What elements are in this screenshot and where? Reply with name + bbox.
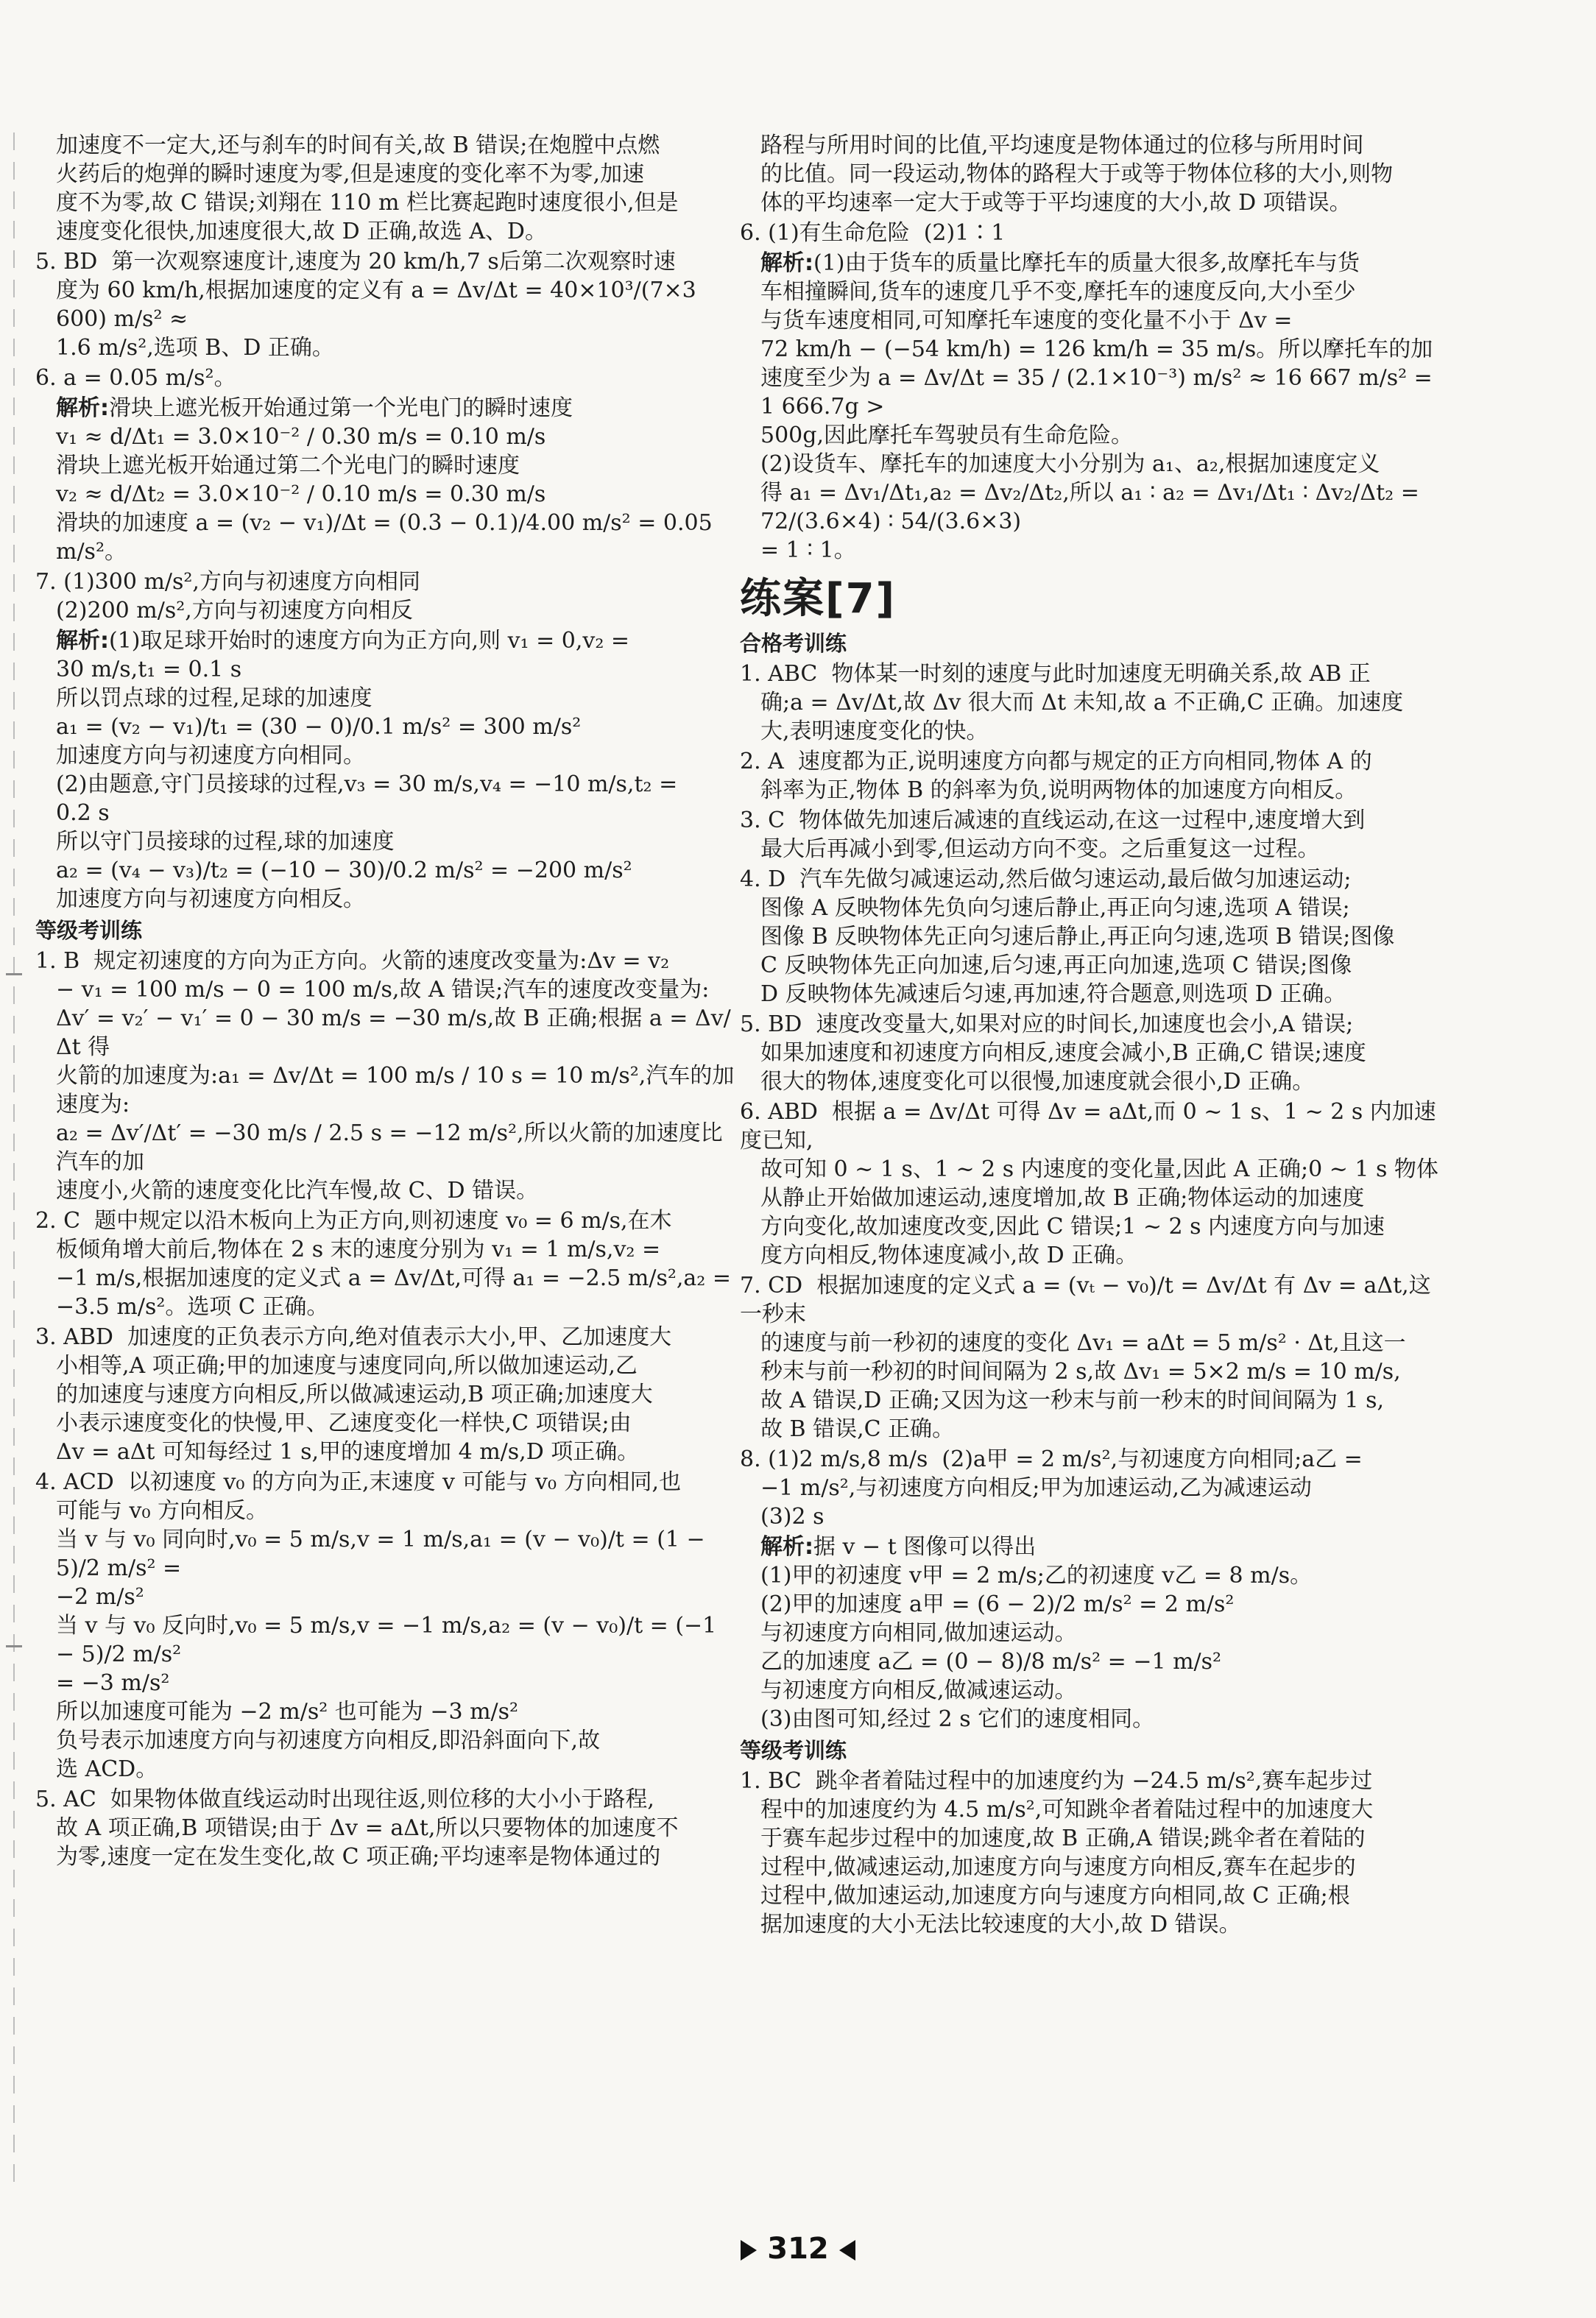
answer-block	[35, 1785, 738, 1871]
answer-block	[35, 131, 738, 246]
answer-block	[740, 1445, 1443, 1531]
text-line: 火箭的加速度为:a₁ = Δv/Δt = 100 m/s / 10 s = 10 m/s²,汽车的加速度为:	[56, 1063, 735, 1117]
text-line: 乙的加速度 a乙 = (0 − 8)/8 m/s² = −1 m/s²	[760, 1649, 1222, 1675]
text-line: 1. BC 跳伞者着陆过程中的加速度约为 −24.5 m/s²,赛车起步过	[740, 1768, 1373, 1794]
text-line: 解析:(1)由于货车的质量比摩托车的质量大很多,故摩托车与货	[760, 250, 1360, 276]
text-line: 加速度方向与初速度方向相同。	[56, 743, 365, 768]
text-line: 与初速度方向相同,做加速运动。	[760, 1620, 1077, 1646]
text-line: 解析:据 v − t 图像可以得出	[760, 1534, 1037, 1560]
text-line: 4. ACD 以初速度 v₀ 的方向为正,末速度 v 可能与 v₀ 方向相同,也	[35, 1469, 682, 1495]
text-line: 0.2 s	[56, 800, 110, 826]
text-line: − v₁ = 100 m/s − 0 = 100 m/s,故 A 错误;汽车的速度改变量为:	[56, 977, 710, 1003]
text-line: D 反映物体先减速后匀速,再加速,符合题意,则选项 D 正确。	[760, 981, 1346, 1007]
text-line: 最大后再减小到零,但运动方向不变。之后重复这一过程。	[760, 836, 1320, 862]
text-line: 当 v 与 v₀ 反向时,v₀ = 5 m/s,v = −1 m/s,a₂ = (v − v₀)/t = (−1 − 5)/2 m/s²	[56, 1613, 724, 1667]
text-line: 过程中,做加速运动,加速度方向与速度方向相同,故 C 正确;根	[760, 1883, 1350, 1909]
text-line: 车相撞瞬间,货车的速度几乎不变,摩托车的速度反向,大小至少	[760, 279, 1356, 305]
text-line: 滑块的加速度 a = (v₂ − v₁)/Δt = (0.3 − 0.1)/4.00 m/s² = 0.05 m/s²。	[56, 510, 720, 565]
text-line: 可能与 v₀ 方向相反。	[56, 1498, 269, 1524]
answer-block	[35, 247, 738, 362]
margin-tick	[6, 1645, 22, 1647]
text-line: 程中的加速度约为 4.5 m/s²,可知跳伞者着陆过程中的加速度大	[760, 1797, 1374, 1823]
text-line: 故 A 项正确,B 项错误;由于 Δv = aΔt,所以只要物体的加速度不	[56, 1815, 679, 1841]
text-line: 解析:滑块上遮光板开始通过第一个光电门的瞬时速度	[56, 395, 573, 421]
answer-block	[35, 947, 738, 1205]
text-line: 1. B 规定初速度的方向为正方向。火箭的速度改变量为:Δv = v₂	[35, 948, 670, 974]
text-line: a₁ = (v₂ − v₁)/t₁ = (30 − 0)/0.1 m/s² = 300 m/s²	[56, 714, 582, 740]
text-line: (2)设货车、摩托车的加速度大小分别为 a₁、a₂,根据加速度定义	[760, 451, 1380, 477]
text-line: (3)2 s	[760, 1504, 825, 1530]
margin-tick	[6, 973, 22, 975]
text-line: 小相等,A 项正确;甲的加速度与速度同向,所以做加速运动,乙	[56, 1353, 638, 1379]
answer-block	[35, 1323, 738, 1466]
text-line: 体的平均速率一定大于或等于平均速度的大小,故 D 项错误。	[760, 190, 1352, 216]
text-line: 过程中,做减速运动,加速度方向与速度方向相反,赛车在起步的	[760, 1854, 1356, 1880]
text-line: (2)甲的加速度 a甲 = (6 − 2)/2 m/s² = 2 m/s²	[760, 1591, 1235, 1617]
text-line: 秒末与前一秒初的时间间隔为 2 s,故 Δv₁ = 5×2 m/s = 10 m/s,	[760, 1359, 1401, 1385]
text-line: Δv′ = v₂′ − v₁′ = 0 − 30 m/s = −30 m/s,故 B 正确;根据 a = Δv/Δt 得	[56, 1006, 731, 1060]
text-line: 的比值。同一段运动,物体的路程大于或等于物体位移的大小,则物	[760, 161, 1394, 187]
margin-dashed-line	[13, 132, 15, 2194]
text-line: 7. (1)300 m/s²,方向与初速度方向相同	[35, 569, 420, 595]
text-line: 度为 60 km/h,根据加速度的定义有 a = Δv/Δt = 40×10³/(7×3 600) m/s² ≈	[56, 278, 704, 332]
text-line: 当 v 与 v₀ 同向时,v₀ = 5 m/s,v = 1 m/s,a₁ = (v − v₀)/t = (1 − 5)/2 m/s² =	[56, 1527, 713, 1581]
text-line: −2 m/s²	[56, 1584, 144, 1610]
answer-block	[740, 1767, 1443, 1939]
answer-block	[35, 364, 738, 392]
answer-block	[740, 1098, 1443, 1270]
text-line: 2. A 速度都为正,说明速度方向都与规定的正方向相同,物体 A 的	[740, 749, 1372, 774]
text-line: (2)200 m/s²,方向与初速度方向相反	[56, 598, 413, 623]
text-line: 图像 B 反映物体先正向匀速后静止,再正向匀速,选项 B 错误;图像	[760, 924, 1395, 950]
text-line: 的加速度与速度方向相反,所以做减速运动,B 项正确;加速度大	[56, 1382, 653, 1407]
text-line: 4. D 汽车先做匀减速运动,然后做匀速运动,最后做匀加速运动;	[740, 866, 1352, 892]
text-line: Δv = aΔt 可知每经过 1 s,甲的速度增加 4 m/s,D 项正确。	[56, 1439, 640, 1465]
text-line: 72 km/h − (−54 km/h) = 126 km/h = 35 m/s。所以摩托车的加	[760, 336, 1433, 362]
text-line: 速度小,火箭的速度变化比汽车慢,故 C、D 错误。	[56, 1178, 539, 1204]
text-line: 得 a₁ = Δv₁/Δt₁,a₂ = Δv₂/Δt₂,所以 a₁ ∶ a₂ = Δv₁/Δt₁ ∶ Δv₂/Δt₂ = 72/(3.6×4) ∶ 54/(3.6×3)	[760, 480, 1427, 534]
text-line: 与货车速度相同,可知摩托车速度的变化量不小于 Δv =	[760, 308, 1293, 333]
text-line: 滑块上遮光板开始通过第二个光电门的瞬时速度	[56, 453, 520, 478]
text-line: 所以加速度可能为 −2 m/s² 也可能为 −3 m/s²	[56, 1699, 519, 1725]
text-line: 5. BD 速度改变量大,如果对应的时间长,加速度也会小,A 错误;	[740, 1011, 1354, 1037]
text-line: 3. ABD 加速度的正负表示方向,绝对值表示大小,甲、乙加速度大	[35, 1324, 672, 1350]
answer-block	[35, 626, 738, 914]
text-line: 加速度方向与初速度方向相反。	[56, 886, 365, 912]
text-line: 为零,速度一定在发生变化,故 C 项正确;平均速率是物体通过的	[56, 1844, 661, 1870]
text-line: (2)由题意,守门员接球的过程,v₃ = 30 m/s,v₄ = −10 m/s,t₂ =	[56, 771, 678, 797]
text-line: 方向变化,故加速度改变,因此 C 错误;1 ~ 2 s 内速度方向与加速	[760, 1214, 1385, 1240]
page-number: 312	[767, 2232, 829, 2266]
text-line: 6. ABD 根据 a = Δv/Δt 可得 Δv = aΔt,而 0 ~ 1 s、1 ~ 2 s 内加速度已知,	[740, 1099, 1436, 1153]
text-line: 斜率为正,物体 B 的斜率为负,说明两物体的加速度方向相反。	[760, 777, 1357, 803]
text-line: (3)由图可知,经过 2 s 它们的速度相同。	[760, 1706, 1155, 1732]
answer-block	[35, 394, 738, 566]
practice-heading: 练案[7]	[740, 575, 897, 623]
text-line: 解析:(1)取足球开始时的速度方向为正方向,则 v₁ = 0,v₂ =	[56, 628, 630, 654]
text-line: 的速度与前一秒初的速度的变化 Δv₁ = aΔt = 5 m/s² · Δt,且这一	[760, 1330, 1406, 1356]
text-line: 火药后的炮弹的瞬时速度为零,但是速度的变化率不为零,加速	[56, 161, 645, 187]
text-line: 据加速度的大小无法比较速度的大小,故 D 错误。	[760, 1912, 1241, 1937]
text-line: 500g,因此摩托车驾驶员有生命危险。	[760, 423, 1134, 448]
section-heading: 等级考训练	[740, 1738, 847, 1763]
text-line: 2. C 题中规定以沿木板向上为正方向,则初速度 v₀ = 6 m/s,在木	[35, 1208, 672, 1234]
text-line: 3. C 物体做先加速后减速的直线运动,在这一过程中,速度增大到	[740, 808, 1366, 833]
text-line: −1 m/s²,与初速度方向相反;甲为加速运动,乙为减速运动	[760, 1475, 1312, 1501]
answer-block	[740, 249, 1443, 565]
text-line: 所以守门员接球的过程,球的加速度	[56, 829, 395, 855]
text-line: 故可知 0 ~ 1 s、1 ~ 2 s 内速度的变化量,因此 A 正确;0 ~ 1 s 物体	[760, 1156, 1438, 1182]
text-line: 7. CD 根据加速度的定义式 a = (vₜ − v₀)/t = Δv/Δt 有 Δv = aΔt,这一秒末	[740, 1273, 1431, 1327]
section-heading: 等级考训练	[35, 918, 143, 943]
answer-block	[740, 219, 1443, 247]
text-line: = 1 ∶ 1。	[760, 537, 856, 563]
answer-block	[740, 660, 1443, 746]
text-line: a₂ = Δv′/Δt′ = −30 m/s / 2.5 s = −12 m/s²,所以火箭的加速度比汽车的加	[56, 1120, 723, 1175]
text-line: 1. ABC 物体某一时刻的速度与此时加速度无明确关系,故 AB 正	[740, 661, 1371, 687]
answer-block	[35, 1206, 738, 1321]
text-line: 速度至少为 a = Δv/Δt = 35 / (2.1×10⁻³) m/s² ≈ 16 667 m/s² = 1 666.7g >	[760, 365, 1440, 420]
text-line: 从静止开始做加速运动,速度增加,故 B 正确;物体运动的加速度	[760, 1185, 1365, 1211]
text-line: 5. BD 第一次观察速度计,速度为 20 km/h,7 s后第二次观察时速	[35, 249, 676, 275]
right-column	[740, 131, 1443, 2185]
left-column	[35, 131, 738, 2185]
text-line: 选 ACD。	[56, 1756, 158, 1782]
binding-margin	[0, 0, 29, 2318]
answer-block	[740, 1533, 1443, 1734]
text-line: 所以罚点球的过程,足球的加速度	[56, 685, 372, 711]
answer-block	[740, 1010, 1443, 1096]
text-line: 负号表示加速度方向与初速度方向相反,即沿斜面向下,故	[56, 1728, 601, 1753]
answer-block	[740, 1271, 1443, 1444]
answer-block	[740, 131, 1443, 217]
text-line: 很大的物体,速度变化可以很慢,加速度就会很小,D 正确。	[760, 1069, 1315, 1095]
text-line: = −3 m/s²	[56, 1670, 170, 1696]
text-line: 确;a = Δv/Δt,故 Δv 很大而 Δt 未知,故 a 不正确,C 正确。加速度	[760, 690, 1404, 715]
section-heading: 合格考训练	[740, 631, 847, 656]
text-line: 于赛车起步过程中的加速度,故 B 正确,A 错误;跳伞者在着陆的	[760, 1826, 1366, 1851]
right-triangle-icon	[741, 2240, 757, 2261]
answer-block	[35, 568, 738, 625]
text-line: v₁ ≈ d/Δt₁ = 3.0×10⁻² / 0.30 m/s = 0.10 m/s	[56, 424, 546, 450]
text-line: 6. a = 0.05 m/s²。	[35, 365, 236, 391]
answer-block	[740, 747, 1443, 805]
text-line: 板倾角增大前后,物体在 2 s 末的速度分别为 v₁ = 1 m/s,v₂ =	[56, 1237, 661, 1262]
text-line: 度方向相反,物体速度减小,故 D 正确。	[760, 1243, 1138, 1268]
page-footer	[0, 2232, 1596, 2266]
text-line: 1.6 m/s²,选项 B、D 正确。	[56, 335, 334, 361]
text-line: −3.5 m/s²。选项 C 正确。	[56, 1294, 329, 1320]
text-line: 8. (1)2 m/s,8 m/s (2)a甲 = 2 m/s²,与初速度方向相同;a乙 =	[740, 1446, 1363, 1472]
text-line: 与初速度方向相反,做减速运动。	[760, 1678, 1077, 1703]
left-triangle-icon	[839, 2240, 855, 2261]
text-line: (1)甲的初速度 v甲 = 2 m/s;乙的初速度 v乙 = 8 m/s。	[760, 1563, 1313, 1589]
text-line: 如果加速度和初速度方向相反,速度会减小,B 正确,C 错误;速度	[760, 1040, 1366, 1066]
text-line: C 反映物体先正向加速,后匀速,再正向加速,选项 C 错误;图像	[760, 953, 1352, 978]
text-line: 速度变化很快,加速度很大,故 D 正确,故选 A、D。	[56, 219, 547, 244]
text-line: a₂ = (v₄ − v₃)/t₂ = (−10 − 30)/0.2 m/s² = −200 m/s²	[56, 858, 632, 883]
text-line: 图像 A 反映物体先负向匀速后静止,再正向匀速,选项 A 错误;	[760, 895, 1350, 921]
text-line: 加速度不一定大,还与刹车的时间有关,故 B 错误;在炮膛中点燃	[56, 132, 660, 158]
text-line: 路程与所用时间的比值,平均速度是物体通过的位移与所用时间	[760, 132, 1364, 158]
text-line: 故 A 错误,D 正确;又因为这一秒末与前一秒末的时间间隔为 1 s,	[760, 1388, 1385, 1413]
text-line: 6. (1)有生命危险 (2)1∶1	[740, 220, 1006, 246]
answer-block	[35, 1468, 738, 1784]
text-line: 度不为零,故 C 错误;刘翔在 110 m 栏比赛起跑时速度很小,但是	[56, 190, 679, 216]
answer-block	[740, 806, 1443, 863]
text-line: 故 B 错误,C 正确。	[760, 1416, 955, 1442]
text-line: 30 m/s,t₁ = 0.1 s	[56, 657, 242, 682]
text-line: v₂ ≈ d/Δt₂ = 3.0×10⁻² / 0.10 m/s = 0.30 m/s	[56, 481, 546, 507]
text-line: −1 m/s,根据加速度的定义式 a = Δv/Δt,可得 a₁ = −2.5 m/s²,a₂ =	[56, 1265, 731, 1291]
text-line: 5. AC 如果物体做直线运动时出现往返,则位移的大小小于路程,	[35, 1787, 654, 1812]
text-line: 大,表明速度变化的快。	[760, 718, 989, 744]
answer-block	[740, 865, 1443, 1008]
text-line: 小表示速度变化的快慢,甲、乙速度变化一样快,C 项错误;由	[56, 1410, 632, 1436]
